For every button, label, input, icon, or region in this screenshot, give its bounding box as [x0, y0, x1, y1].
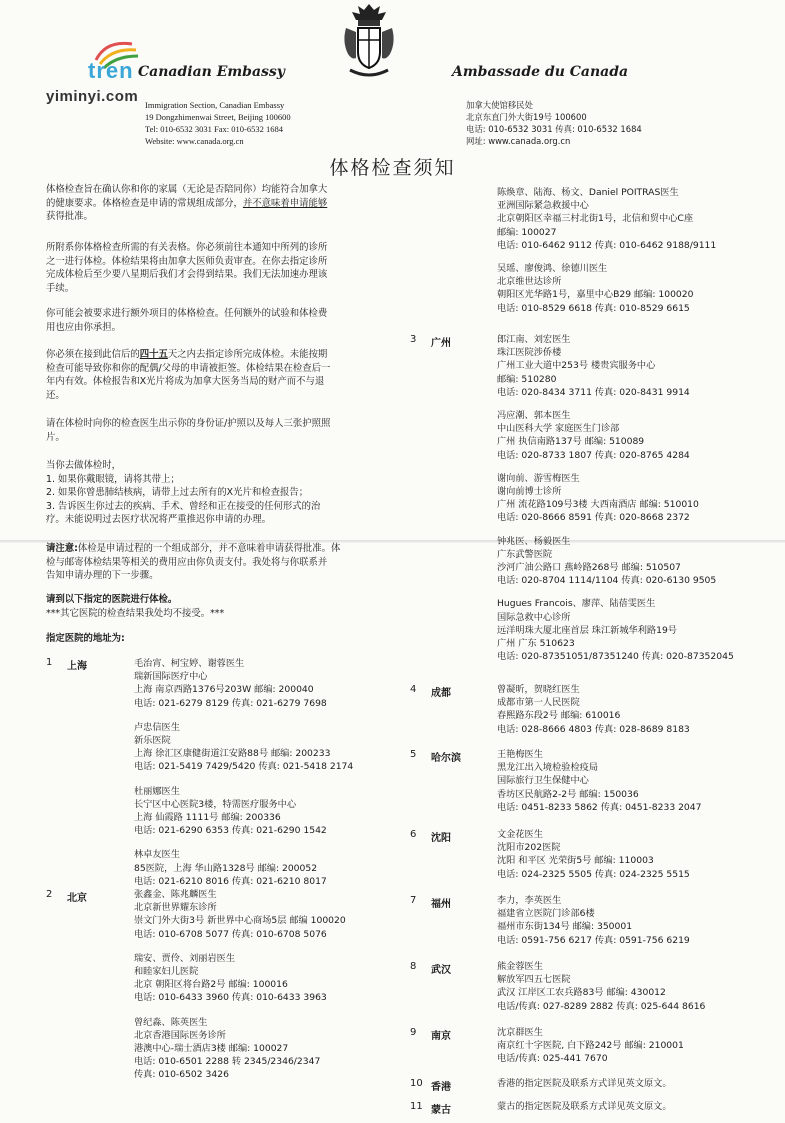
deadline-paragraph: 你必须在接到此信后的四十五天之内去指定诊所完成体检。未能按期 检查可能导致你和你的配偶/父母的申请被拒签。体检结果在检查后一 年内有效。体检报告和X光片将成为加拿大医务当局的财产而不与退 还。	[46, 349, 331, 401]
clinic-entry: 杜丽娜医生 长宁区中心医院3楼，特需医疗服务中心 上海 仙霞路 1111号 邮编: 200336 电话: 021-6290 6353 传真: 021-6290 1542	[134, 785, 327, 837]
address-line: Immigration Section, Canadian Embassy	[145, 100, 285, 110]
extra-tests-paragraph: 你可能会被要求进行额外项目的体格检查。任何额外的试验和体检费 用也应由你承担。	[46, 308, 328, 333]
address-line: 北京东直门外大街19号 100600	[466, 112, 587, 122]
right-address-block	[466, 99, 642, 147]
address-heading: 指定医院的地址为:	[46, 633, 125, 644]
intro-paragraph: 体格检查旨在确认你和你的家属（无论是否陪同你）均能符合加拿大 的健康要求。体格检查是申请的常规组成部分，并不意味着申请能够 获得批准。	[46, 184, 328, 223]
address-line: 19 Dongzhimenwai Street, Beijing 100600	[145, 112, 291, 122]
city-name-shenyang: 沈阳	[431, 833, 451, 844]
clinic-entry: 文金花医生 沈阳市202医院 沈阳 和平区 光荣街5号 邮编: 110003 电话: 024-2325 5505 传真: 024-2325 5515	[497, 829, 690, 880]
coat-of-arms-icon	[338, 2, 400, 82]
city-number: 2	[46, 889, 53, 900]
city-name-hongkong: 香港	[431, 1082, 451, 1093]
city-number: 4	[410, 684, 417, 695]
forms-paragraph: 所附系你体格检查所需的有关表格。你必须前往本通知中所列的诊所 之一进行体检。体检结果将由加拿大医师负责审查。在你去指定诊所 完成体检后至少要八星期后我们才会得到结果。我们无法加速办理该 手续。	[46, 242, 328, 294]
clinic-entry: 林卓友医生 85医院，上海 华山路1328号 邮编: 200052 电话: 021-6210 8016 传真: 021-6210 8017	[134, 849, 327, 887]
clinic-entry: 吴瑶、廖俊鸿、徐德川医生 北京维世达诊所 朝阳区光华路1号，嘉里中心B29 邮编: 100020 电话: 010-8529 6618 传真: 010-8529 6615	[497, 263, 694, 314]
city-number: 8	[410, 961, 417, 972]
clinic-entry: 郎江南、刘宏医生 珠江医院涉侨楼 广州工业大道中253号 楼贵宾服务中心 邮编: 510280 电话: 020-8434 3711 传真: 020-8431 9914	[497, 334, 690, 398]
city-number: 6	[410, 829, 417, 840]
checklist-paragraph: 当你去做体检时， 1. 如果你戴眼镜，请将其带上； 2. 如果你曾患肺结核病，请带上过去所有的X光片和检查报告； 3. 告诉医生你过去的疾病、手术、曾经和正在接受的任何形式的治 疗。未能说明过去医疗状况将严重推迟你申请的办理。	[46, 460, 321, 526]
clinic-group-beijing	[134, 888, 346, 1082]
page-title: 体格检查须知	[329, 157, 456, 179]
clinic-entry: 曾凝昕，贺晓红医生 成都市第一人民医院 春熙路东段2号 邮编: 610016 电话: 028-8666 4803 传真: 028-8689 8183	[497, 684, 690, 735]
clinic-entry: 蒙古的指定医院及联系方式详见英文原文。	[497, 1101, 672, 1112]
city-name-mongolia: 蒙古	[431, 1105, 451, 1116]
address-line: 网址: www.canada.org.cn	[466, 136, 571, 146]
address-line: 加拿大使馆移民处	[466, 100, 533, 110]
clinic-entry: 张鑫金、陈兆麟医生 北京新世界耀东诊所 崇文门外大街3号 新世界中心商场5层 邮编 100020 电话: 010-6708 5077 传真: 010-6708 5076	[134, 889, 346, 940]
city-name-harbin: 哈尔滨	[431, 753, 461, 764]
clinic-group-beijing-continued	[497, 186, 716, 315]
address-line: Website: www.canada.org.cn	[145, 136, 244, 146]
clinic-entry: 冯应潮、郭本医生 中山医科大学 家庭医生门诊部 广州 执信南路137号 邮编: 510089 电话: 020-8733 1807 传真: 020-8765 4284	[497, 410, 690, 461]
city-name-nanjing: 南京	[431, 1031, 451, 1042]
clinic-entry: 王艳梅医生 黑龙江出入境检验检疫局 国际旅行卫生保健中心 香坊区民航路2-2号 邮编: 150036 电话: 0451-8233 5862 传真: 0451-8233 2047	[497, 749, 702, 813]
city-name-shanghai: 上海	[67, 661, 87, 672]
watermark-logo-text: tren	[88, 58, 134, 83]
embassy-name-en: Canadian Embassy	[138, 64, 285, 80]
city-number: 11	[410, 1101, 423, 1112]
clinic-entry: 钟兆医、杨毅医生 广东武警医院 沙河广油公路口 燕岭路268号 邮编: 510507 电话: 020-8704 1114/1104 传真: 020-6130 9505	[497, 535, 717, 587]
address-line: 电话: 010-6532 3031 传真: 010-6532 1684	[466, 124, 642, 134]
clinic-entry: 毛治宵、柯宝婷、谢蓉医生 瑞新国际医疗中心 上海 南京西路1376号203W 邮编: 200040 电话: 021-6279 8129 传真: 021-6279 7698	[134, 658, 327, 709]
clinic-group-guangzhou	[497, 333, 734, 663]
city-name-fuzhou: 福州	[431, 899, 451, 910]
clinic-entry: 熊金蓉医生 解放军四五七医院 武汉 江岸区工农兵路83号 邮编: 430012 电话/传真: 027-8289 2882 传真: 025-644 8616	[497, 961, 706, 1012]
id-paragraph: 请在体检时向你的检查医生出示你的身份证/护照以及每人三张护照照 片。	[46, 418, 331, 443]
watermark-text: yiminyi.com	[46, 88, 139, 105]
address-line: Tel: 010-6532 3031 Fax: 010-6532 1684	[145, 124, 283, 134]
clinic-group-shanghai	[134, 657, 353, 888]
city-number: 5	[410, 749, 417, 760]
clinic-entry: Hugues Francois、廖萍、陆蓓雯医生 国际急救中心诊所 远洋明珠大厦北座首层 珠江新城华利路19号 广州 广东 510623 电话: 020-87351051/87351240 传真: 020-87352045	[497, 598, 734, 663]
left-address-block	[145, 99, 291, 147]
city-name-beijing: 北京	[67, 893, 87, 904]
clinic-entry: 香港的指定医院及联系方式详见英文原文。	[497, 1078, 672, 1089]
city-name-chengdu: 成都	[431, 688, 451, 699]
city-number: 1	[46, 657, 53, 668]
city-number: 3	[410, 334, 417, 345]
notice-paragraph: 请注意:体检是申请过程的一个组成部分，并不意味着申请获得批准。体 检与邮寄体检结果等相关的费用应由你负责支付。我处将与你联系并 告知申请办理的下一步骤。	[46, 543, 341, 582]
clinic-entry: 卢忠信医生 新乐医院 上海 徐汇区康健街道江安路88号 邮编: 200233 电话: 021-5419 7429/5420 传真: 021-5418 2174	[134, 721, 354, 773]
designated-clinic-notice: 请到以下指定的医院进行体检。 ***其它医院的检查结果我处均不接受。***	[46, 594, 225, 619]
embassy-name-fr: Ambassade du Canada	[452, 64, 629, 80]
clinic-entry: 谢向前、游雪梅医生 谢向前博士诊所 广州 流花路109号3楼 大西南酒店 邮编: 510010 电话: 020-8666 8591 传真: 020-8668 2372	[497, 472, 699, 524]
city-name-wuhan: 武汉	[431, 965, 451, 976]
city-number: 9	[410, 1027, 417, 1038]
city-name-guangzhou: 广州	[431, 338, 451, 349]
city-number: 10	[410, 1078, 423, 1089]
clinic-entry: 李力，李英医生 福建省立医院门诊部6楼 福州市东街134号 邮编: 350001 电话: 0591-756 6217 传真: 0591-756 6219	[497, 895, 690, 946]
clinic-entry: 陈焕章、陆海、杨文、Daniel POITRAS医生 亚洲国际紧急救援中心 北京朝阳区幸福三村北街1号，北信和贸中心C座 邮编: 100027 电话: 010-6462 9112 传真: 010-6462 9188/9111	[497, 187, 717, 251]
clinic-entry: 沈京群医生 南京红十字医院, 白下路242号 邮编: 210001 电话/传真: 025-441 7670	[497, 1027, 684, 1065]
clinic-entry: 瑞安、贾伶、刘丽岩医生 和睦家妇儿医院 北京 朝阳区将台路2号 邮编: 100016 电话: 010-6433 3960 传真: 010-6433 3963	[134, 952, 327, 1004]
clinic-entry: 曾纪淼、陈英医生 北京香港国际医务诊所 港澳中心-瑞士酒店3楼 邮编: 100027 电话: 010-6501 2288 转 2345/2346/2347 传真: 010-6502 3426	[134, 1016, 321, 1081]
city-number: 7	[410, 895, 417, 906]
